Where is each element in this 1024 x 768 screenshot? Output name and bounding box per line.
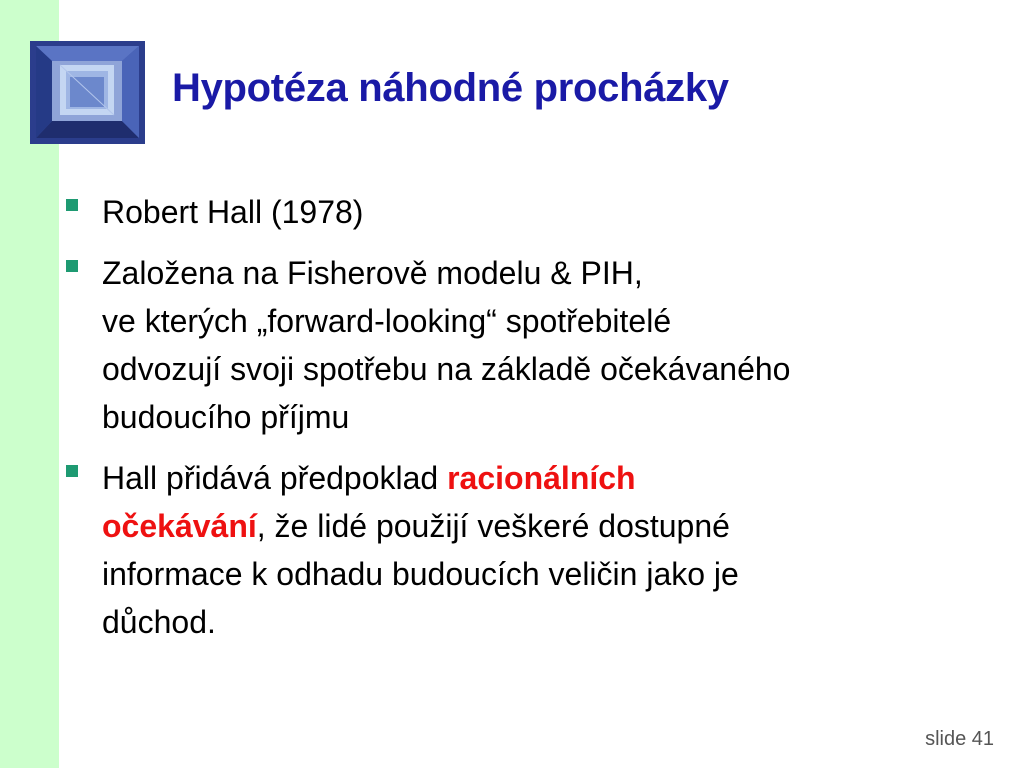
highlight-term: racionálních: [447, 460, 636, 496]
bullet-line: budoucího příjmu: [102, 399, 350, 435]
bullet-text: [102, 249, 1006, 441]
bullet-item: [66, 249, 1006, 441]
bullet-text-plain: , že lidé použijí veškeré dostupné: [256, 508, 730, 544]
bullet-square-icon: [66, 199, 78, 211]
bullet-square-icon: [66, 465, 78, 477]
slide-title: Hypotéza náhodné procházky: [172, 66, 729, 110]
bullet-line: [102, 502, 1006, 550]
bullet-line: informace k odhadu budoucích veličin jako je: [102, 556, 739, 592]
bullet-line: Robert Hall (1978): [102, 194, 364, 230]
bullet-square-icon: [66, 260, 78, 272]
bullet-line: [102, 454, 1006, 502]
highlight-term: očekávání: [102, 508, 257, 544]
bullet-text-plain: Hall přidává předpoklad: [102, 460, 448, 496]
bullet-text: [102, 454, 1006, 646]
bullet-list: [66, 188, 1006, 659]
bullet-item: [66, 454, 1006, 646]
slide-number: slide 41: [925, 728, 994, 750]
bullet-line: ve kterých „forward-looking“ spotřebitelé: [102, 303, 672, 339]
bullet-item: [66, 188, 1006, 236]
bullet-line: odvozují svoji spotřebu na základě očekávaného: [102, 351, 791, 387]
bullet-line: Založena na Fisherově modelu & PIH,: [102, 255, 643, 291]
bullet-text: [102, 188, 1006, 236]
window-shaft-icon: [30, 41, 145, 144]
bullet-line: důchod.: [102, 604, 216, 640]
